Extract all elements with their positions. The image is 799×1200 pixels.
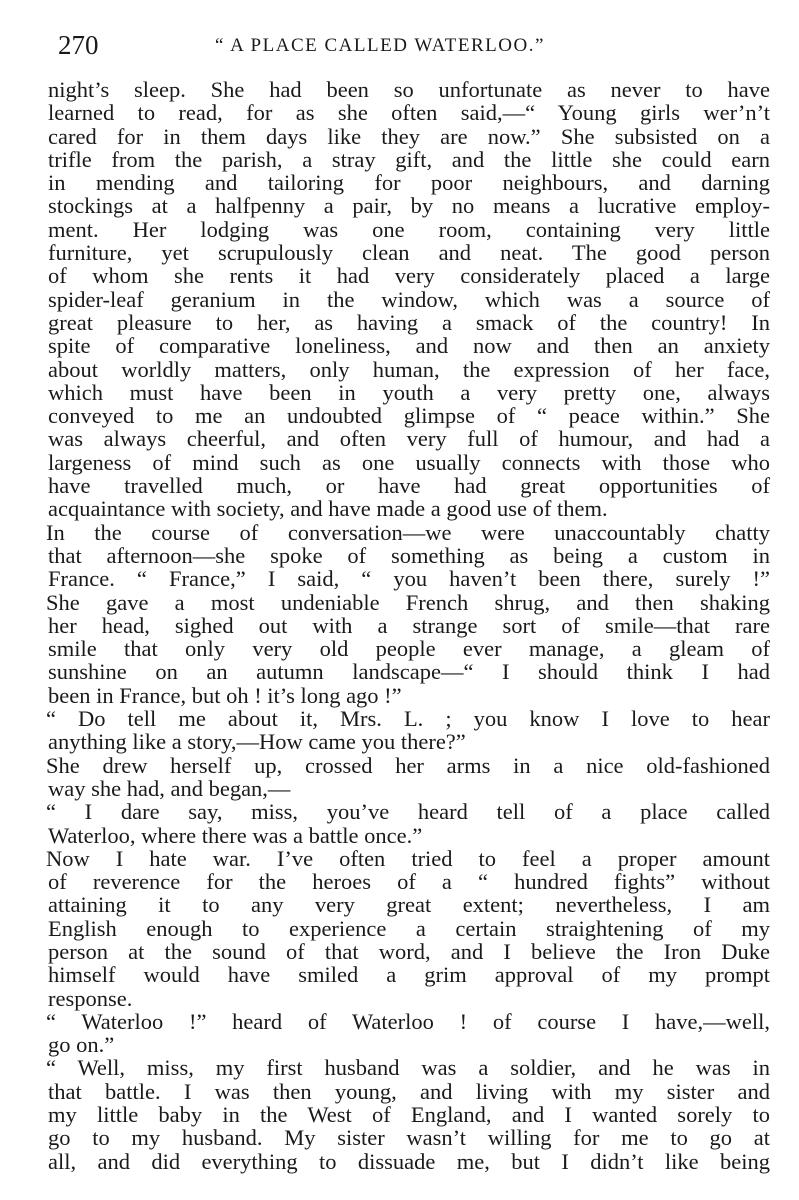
text-line: smile that only very old people ever manage, a gleam of <box>48 636 770 662</box>
text-line: about worldly matters, only human, the expression of her face, <box>48 356 770 382</box>
text-line: sunshine on an autumn landscape—“ I should think I had <box>48 659 770 685</box>
running-head: “ A PLACE CALLED WATERLOO.” <box>215 35 545 56</box>
text-line: which must have been in youth a very pretty one, always <box>48 379 770 405</box>
text-line: response. <box>48 985 133 1011</box>
text-line: Now I hate war. I’ve often tried to feel a proper amount <box>46 845 770 871</box>
text-line: Waterloo, where there was a battle once.” <box>48 822 423 848</box>
text-line: English enough to experience a certain straightening of my <box>48 915 770 941</box>
text-line: She gave a most undeniable French shrug, and then shaking <box>46 589 770 615</box>
text-line: person at the sound of that word, and I believe the Iron Duke <box>48 938 770 964</box>
text-line: “ Do tell me about it, Mrs. L. ; you know I love to hear <box>46 706 770 732</box>
text-line: anything like a story,—How came you there?” <box>48 729 466 755</box>
text-line: In the course of conversation—we were unaccountably chatty <box>46 519 770 545</box>
text-line: attaining it to any very great extent; nevertheless, I am <box>48 892 770 918</box>
text-line: himself would have smiled a grim approval of my prompt <box>48 962 770 988</box>
text-line: furniture, yet scrupulously clean and neat. The good person <box>48 240 770 266</box>
page-number: 270 <box>58 30 99 60</box>
text-line: cared for in them days like they are now.” She subsisted on a <box>48 123 770 149</box>
text-line: been in France, but oh ! it’s long ago !” <box>48 682 402 708</box>
text-line: all, and did everything to dissuade me, but I didn’t like being <box>48 1148 770 1174</box>
text-line: my little baby in the West of England, and I wanted sorely to <box>48 1102 770 1128</box>
text-line: go on.” <box>48 1032 115 1058</box>
text-line: have travelled much, or have had great opportunities of <box>48 473 770 499</box>
body-text <box>32 78 770 1173</box>
text-line: way she had, and began,— <box>48 775 291 801</box>
text-line: conveyed to me an undoubted glimpse of “ peace within.” She <box>48 403 770 429</box>
text-line: night’s sleep. She had been so unfortunate as never to have <box>48 77 770 102</box>
text-line: of reverence for the heroes of a “ hundred fights” without <box>48 869 770 895</box>
text-line: “ Waterloo !” heard of Waterloo ! of course I have,—well, <box>46 1008 770 1034</box>
text-line: her head, sighed out with a strange sort of smile—that rare <box>48 612 770 638</box>
text-line: that battle. I was then young, and living with my sister and <box>48 1078 770 1104</box>
text-line: “ Well, miss, my first husband was a soldier, and he was in <box>46 1055 770 1081</box>
text-line: ment. Her lodging was one room, containing very little <box>48 216 770 242</box>
text-line: learned to read, for as she often said,—“ Young girls wer’n’t <box>48 100 770 126</box>
text-line: stockings at a halfpenny a pair, by no means a lucrative employ- <box>48 193 770 219</box>
text-line: spite of comparative loneliness, and now and then an anxiety <box>48 333 770 359</box>
text-line: acquaintance with society, and have made a good use of them. <box>48 496 608 522</box>
page-header <box>40 28 780 68</box>
text-line: of whom she rents it had very considerately placed a large <box>48 263 770 289</box>
text-line: go to my husband. My sister wasn’t willing for me to go at <box>48 1125 770 1151</box>
text-line: “ I dare say, miss, you’ve heard tell of a place called <box>46 799 770 825</box>
text-line: She drew herself up, crossed her arms in a nice old-fashioned <box>46 752 770 778</box>
text-line: largeness of mind such as one usually connects with those who <box>48 449 770 475</box>
text-line: great pleasure to her, as having a smack of the country! In <box>48 309 770 335</box>
text-line: trifle from the parish, a stray gift, and the little she could earn <box>48 146 770 172</box>
text-line: France. “ France,” I said, “ you haven’t been there, surely !” <box>48 566 770 592</box>
text-line: spider-leaf geranium in the window, which was a source of <box>48 286 770 312</box>
text-line: was always cheerful, and often very full of humour, and had a <box>48 426 770 452</box>
text-line: that afternoon—she spoke of something as being a custom in <box>48 542 770 568</box>
text-line: in mending and tailoring for poor neighbours, and darning <box>48 170 770 196</box>
